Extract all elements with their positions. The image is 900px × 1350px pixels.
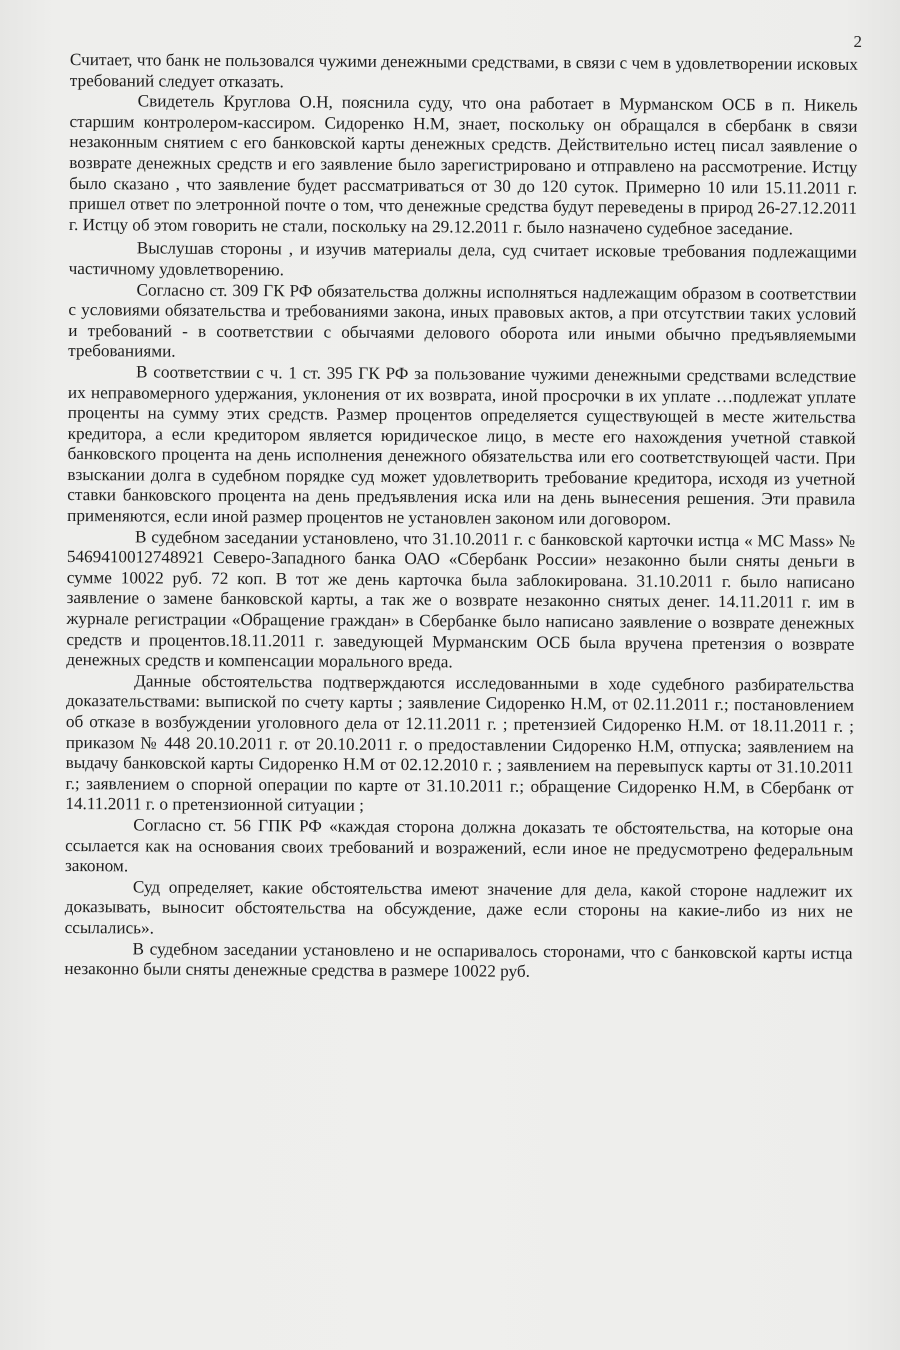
paragraph-10: В судебном заседании установлено и не оспаривалось сторонами, что с банковской карты истца незаконно были сняты денежные средства в размере 10022 руб. bbox=[64, 938, 853, 981]
page-number: 2 bbox=[853, 32, 862, 51]
paragraph-1: Считает, что банк не пользовался чужими денежными средствами, в связи с чем в удовлетворении исковых требований следует отказать. bbox=[69, 50, 858, 91]
paragraph-8: Согласно ст. 56 ГПК РФ «каждая сторона должна доказать те обстоятельства, на которые она ссылается как на основания своих требований и возражений, если иное не предусмотрено федеральным законом. bbox=[64, 815, 854, 876]
paragraph-5: В соответствии с ч. 1 ст. 395 ГК РФ за пользование чужими денежными средствами вследствие их неправомерного удержания, уклонения от их возврата, иной просрочки в их уплате …подлежат уплате проценты на сумму этих средств. Размер процентов определяется существующей в месте жительства кредитора, а если кредитором является юридическое лицо, в месте его нахождения учетной ставкой банковского процента на день исполнения денежного обязательства или его соответствующей части. При взыскании долга в судебном порядке суд может удовлетворить требование кредитора, исходя из учетной ставки банковского процента на день предъявления иска или на день вынесения решения. Эти правила применяются, если иной размер процентов не установлен законом или договором. bbox=[67, 362, 857, 529]
paragraph-6: В судебном заседании установлено, что 31.10.2011 г. с банковской карточки истца « МС Mass» № 5469410012748921 Северо-Западного банка ОАО «Сбербанк России» незаконно были сняты деньги в сумме 10022 руб. 72 коп. В тот же день карточка была заблокирована. 31.10.2011 г. было написано заявление о замене банковской карты, а так же о возврате незаконно снятых денег. 14.11.2011 г. им в журнале регистрации «Обращение граждан» в Сбербанке было написано заявление о возврате денежных средств и процентов.18.11.2011 г. заведующей Мурманским ОСБ была вручена претензия о возврате денежных средств и компенсации морального вреда. bbox=[66, 527, 856, 672]
paragraph-3: Выслушав стороны , и изучив материалы дела, суд считает исковые требования подлежащими частичному удовлетворению. bbox=[68, 238, 857, 280]
document-body bbox=[64, 50, 858, 985]
paragraph-7: Данные обстоятельства подтверждаются исследованными в ходе судебного разбирательства доказательствами: выпиской по счету карты ; заявление Сидоренко Н.М, от 02.11.2011 г.; постановлением об отказе в возбуждении уголовного дела от 12.11.2011 г. ; претензией Сидоренко Н.М. от 18.11.2011 г. ; приказом № 448 20.10.2011 г. от 20.10.2011 г. о предоставлении Сидоренко Н.М, отпуска; заявлением на выдачу банковской карты Сидоренко Н.М от 02.12.2010 г. ; заявлением на перевыпуск карты от 31.10.2011 г.; заявлением о спорной операции по карте от 31.10.2011 г.; обращение Сидоренко Н.М, в Сбербанк от 14.11.2011 г. о претензионной ситуации ; bbox=[65, 671, 855, 816]
paragraph-4: Согласно ст. 309 ГК РФ обязательства должны исполняться надлежащим образом в соответствии с условиями обязательства и требованиями закона, иных правовых актов, а при отсутствии таких условий и требований - в соответствии с обычаями делового оборота или иными обычно предъявляемыми требованиями. bbox=[68, 279, 857, 361]
paragraph-2: Свидетель Круглова О.Н, пояснила суду, что она работает в Мурманском ОСБ в п. Никель старшим контролером-кассиром. Сидоренко Н.М, знает, поскольку он обращался в сбербанк в связи незаконным снятием с его банковской карты денежных средств. Действительно истец писал заявление о возврате денежных средств и его заявление было зарегистрировано и отправлено на рассмотрение. Истцу было сказано , что заявление будет рассматриваться от 30 до 120 суток. Примерно 10 или 15.11.2011 г. пришел ответ по элетронной почте о том, что денежные средства будут переведены в природ 26-27.12.2011 г. Истцу об этом говорить не стали, поскольку на 29.12.2011 г. было назначено судебное заседание. bbox=[68, 91, 858, 239]
paragraph-9: Суд определяет, какие обстоятельства имеют значение для дела, какой стороне надлежит их доказывать, выносит обстоятельства на обсуждение, даже если стороны на какие-либо из них не ссылались». bbox=[64, 877, 853, 938]
